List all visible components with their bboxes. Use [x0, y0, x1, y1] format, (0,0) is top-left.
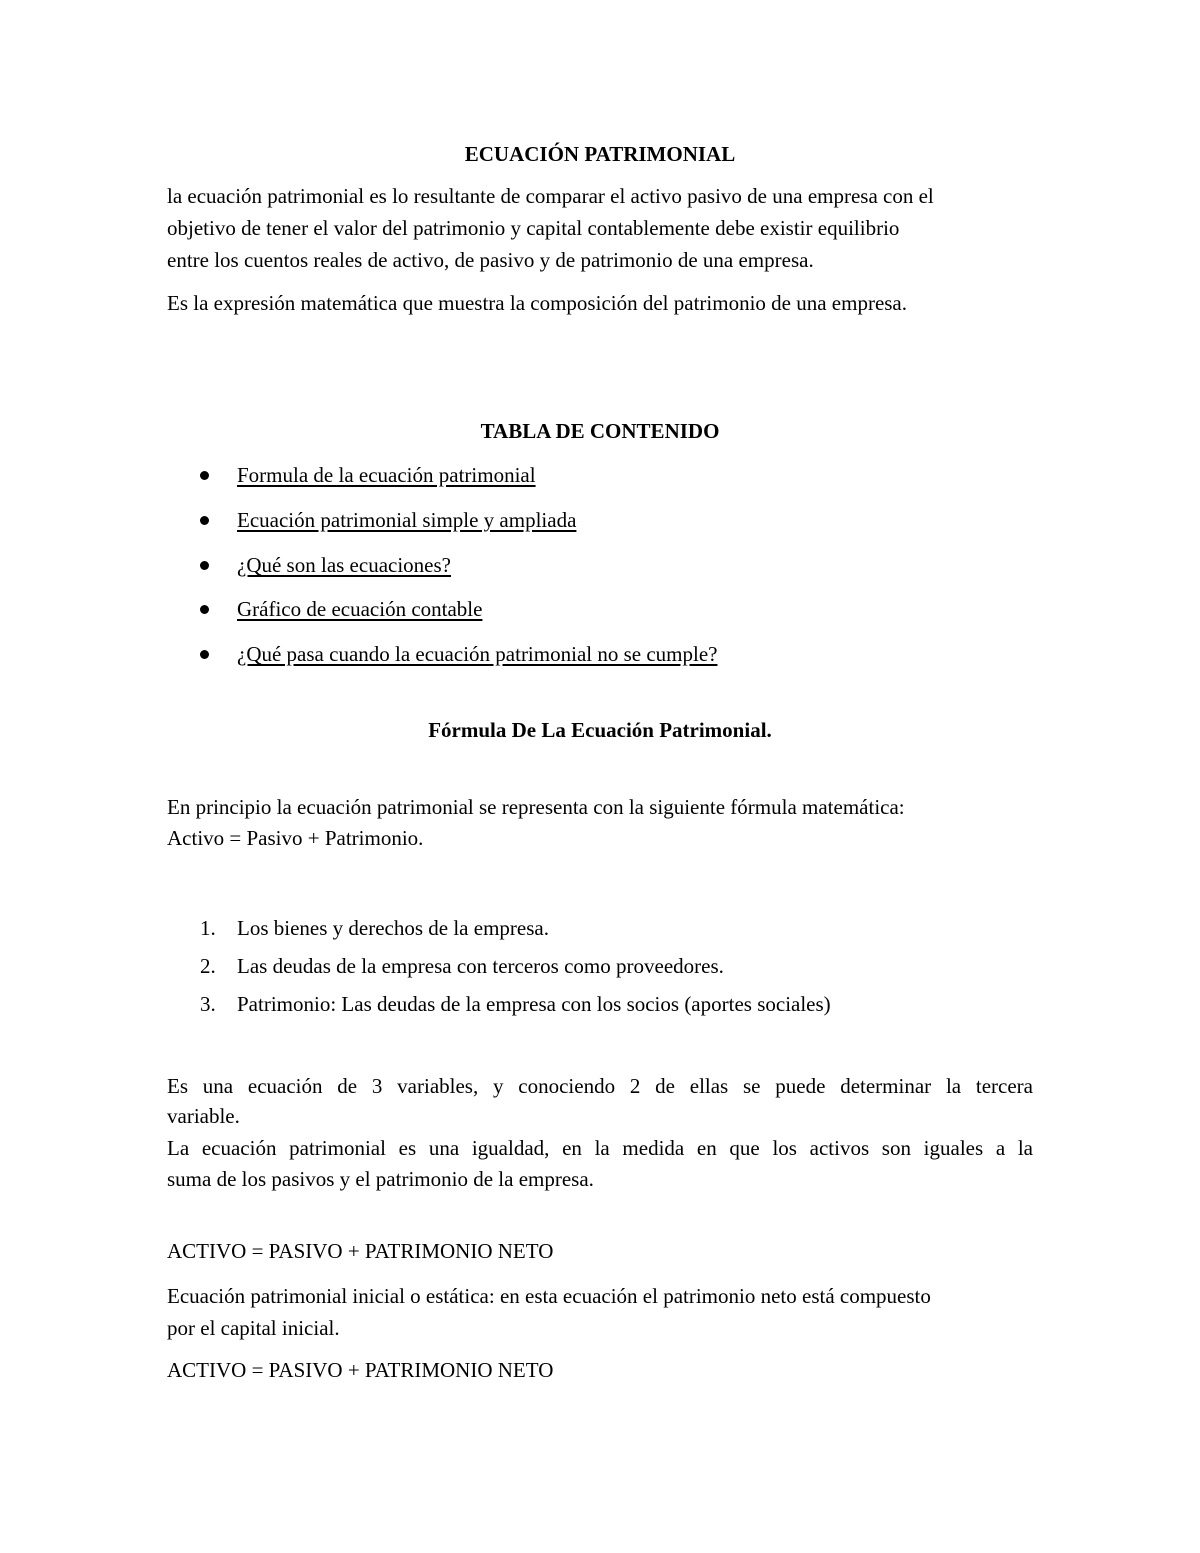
list-number: 1. [200, 916, 216, 940]
toc-heading: TABLA DE CONTENIDO [480, 419, 720, 443]
intro-line: entre los cuentos reales de activo, de pasivo y de patrimonio de una empresa. [167, 248, 814, 272]
toc-link[interactable]: Ecuación patrimonial simple y ampliada [237, 508, 577, 532]
bullet-icon [200, 516, 209, 525]
list-number: 2. [200, 954, 216, 978]
bullet-icon [200, 471, 209, 480]
toc-link[interactable]: ¿Qué pasa cuando la ecuación patrimonial no se cumple? [237, 642, 718, 666]
paragraph-line: La ecuación patrimonial es una igualdad, en la medida en que los activos son iguales a la [167, 1136, 1033, 1160]
page-title: ECUACIÓN PATRIMONIAL [464, 142, 736, 166]
list-text: Patrimonio: Las deudas de la empresa con los socios (aportes sociales) [237, 992, 831, 1016]
paragraph-line: Ecuación patrimonial inicial o estática: en esta ecuación el patrimonio neto está compuesto [167, 1284, 931, 1308]
toc-link[interactable]: Gráfico de ecuación contable [237, 597, 483, 621]
intro-line: objetivo de tener el valor del patrimonio y capital contablemente debe existir equilibrio [167, 216, 900, 240]
equation: ACTIVO = PASIVO + PATRIMONIO NETO [167, 1239, 554, 1263]
list-number: 3. [200, 992, 216, 1016]
bullet-icon [200, 650, 209, 659]
paragraph-line: por el capital inicial. [167, 1316, 340, 1340]
paragraph-line: suma de los pasivos y el patrimonio de la empresa. [167, 1167, 594, 1191]
section-heading: Fórmula De La Ecuación Patrimonial. [428, 718, 772, 742]
paragraph-line: Es una ecuación de 3 variables, y conociendo 2 de ellas se puede determinar la tercera [167, 1074, 1033, 1098]
formula-intro-line: En principio la ecuación patrimonial se representa con la siguiente fórmula matemática: [167, 795, 905, 819]
intro-line: la ecuación patrimonial es lo resultante de comparar el activo pasivo de una empresa con el [167, 184, 934, 208]
list-text: Las deudas de la empresa con terceros como proveedores. [237, 954, 724, 978]
toc-link[interactable]: ¿Qué son las ecuaciones? [237, 553, 451, 577]
equation: ACTIVO = PASIVO + PATRIMONIO NETO [167, 1358, 554, 1382]
definition-text: Es la expresión matemática que muestra la composición del patrimonio de una empresa. [167, 291, 908, 315]
bullet-icon [200, 605, 209, 614]
bullet-icon [200, 561, 209, 570]
list-text: Los bienes y derechos de la empresa. [237, 916, 549, 940]
paragraph-line: variable. [167, 1104, 240, 1128]
toc-link[interactable]: Formula de la ecuación patrimonial [237, 463, 536, 487]
formula-line: Activo = Pasivo + Patrimonio. [167, 826, 424, 850]
